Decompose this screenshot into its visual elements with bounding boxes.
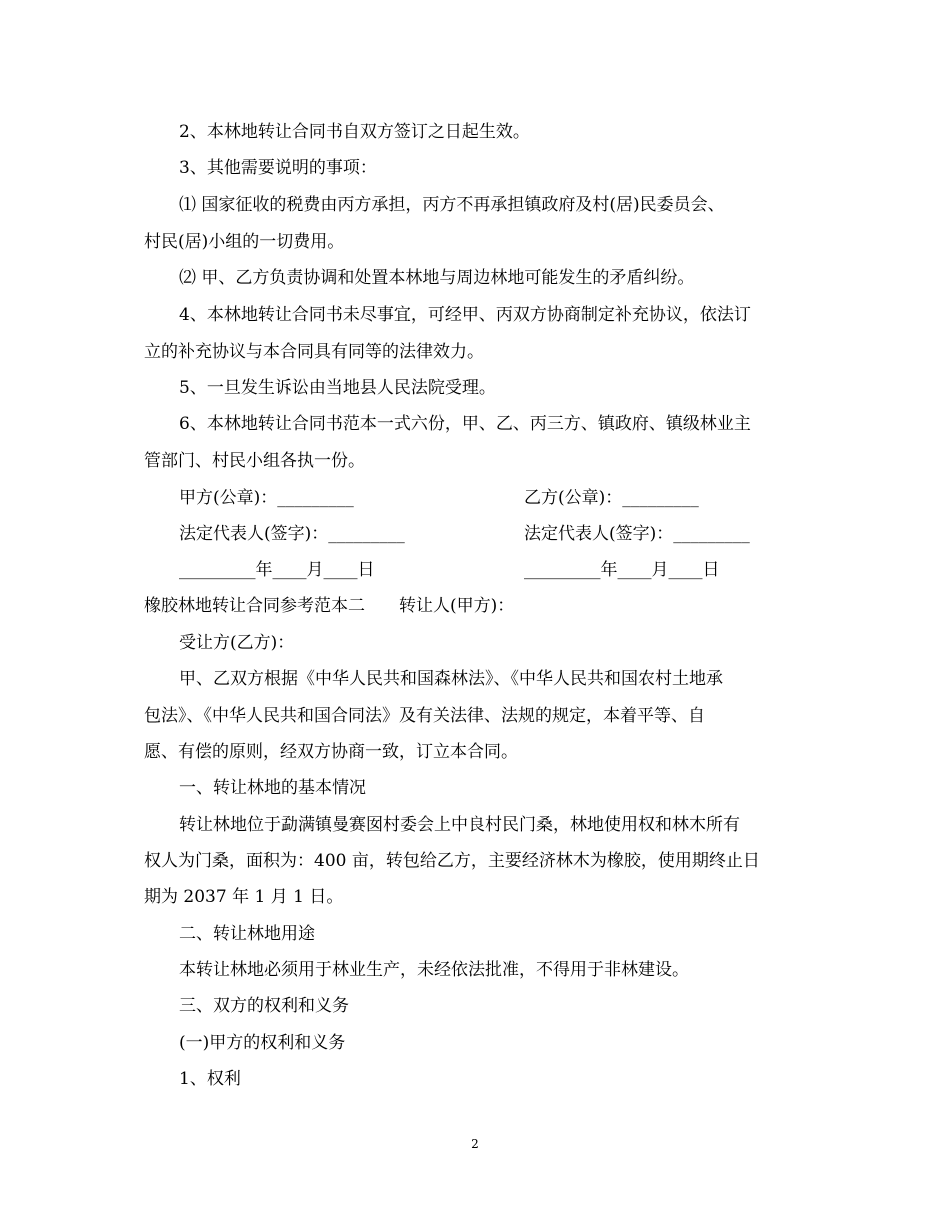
transferee-line: 受让方(乙方)：: [179, 633, 295, 653]
preamble-line-1: 甲、乙双方根据《中华人民共和国森林法》、《中华人民共和国农村土地承: [179, 669, 723, 689]
page-number: 2: [471, 1137, 479, 1151]
section-1-body-3: 期为 2037 年 1 月 1 日。: [144, 887, 344, 907]
preamble-line-2: 包法》、《中华人民共和国合同法》及有关法律、法规的规定，本着平等、自: [144, 706, 705, 726]
clause-4-supplement-cont: 立的补充协议与本合同具有同等的法律效力。: [144, 342, 484, 362]
rights-heading: 1、权利: [179, 1069, 241, 1089]
clause-4-supplement: 4、本林地转让合同书未尽事宜，可经甲、丙双方协商制定补充协议，依法订: [179, 305, 751, 325]
template-two-title: 橡胶林地转让合同参考范本二 转让人(甲方)：: [144, 596, 515, 616]
section-1-heading: 一、转让林地的基本情况: [179, 778, 366, 798]
clause-6-copies-cont: 管部门、村民小组各执一份。: [144, 451, 365, 471]
party-a-seal: 甲方(公章)：_________: [179, 488, 354, 508]
subsection-party-a-heading: (一)甲方的权利和义务: [179, 1033, 346, 1053]
clause-2-effective: 2、本林地转让合同书自双方签订之日起生效。: [179, 122, 530, 142]
clause-6-copies: 6、本林地转让合同书范本一式六份，甲、乙、丙三方、镇政府、镇级林业主: [179, 414, 751, 434]
party-b-representative: 法定代表人(签字)：_________: [524, 524, 750, 544]
party-a-date: _________年____月____日: [179, 560, 375, 580]
party-b-date: _________年____月____日: [524, 560, 720, 580]
clause-3-other-matters: 3、其他需要说明的事项：: [179, 158, 377, 178]
section-3-heading: 三、双方的权利和义务: [179, 996, 349, 1016]
clause-3-2-disputes: ⑵ 甲、乙方负责协调和处置本林地与周边林地可能发生的矛盾纠纷。: [179, 268, 695, 288]
section-1-body-1: 转让林地位于勐满镇曼赛囡村委会上中良村民门桑，林地使用权和林木所有: [179, 815, 740, 835]
clause-3-1-taxes: ⑴ 国家征收的税费由丙方承担，丙方不再承担镇政府及村(居)民委员会、: [179, 195, 725, 215]
section-2-heading: 二、转让林地用途: [179, 924, 315, 944]
section-2-body: 本转让林地必须用于林业生产，未经依法批准，不得用于非林建设。: [179, 960, 689, 980]
section-1-body-2: 权人为门桑，面积为：400 亩，转包给乙方，主要经济林木为橡胶，使用期终止日: [144, 851, 760, 871]
clause-3-1-taxes-cont: 村民(居)小组的一切费用。: [144, 232, 345, 252]
clause-5-litigation: 5、一旦发生诉讼由当地县人民法院受理。: [179, 378, 496, 398]
preamble-line-3: 愿、有偿的原则，经双方协商一致，订立本合同。: [144, 742, 518, 762]
party-b-seal: 乙方(公章)：_________: [524, 488, 699, 508]
party-a-representative: 法定代表人(签字)：_________: [179, 524, 405, 544]
